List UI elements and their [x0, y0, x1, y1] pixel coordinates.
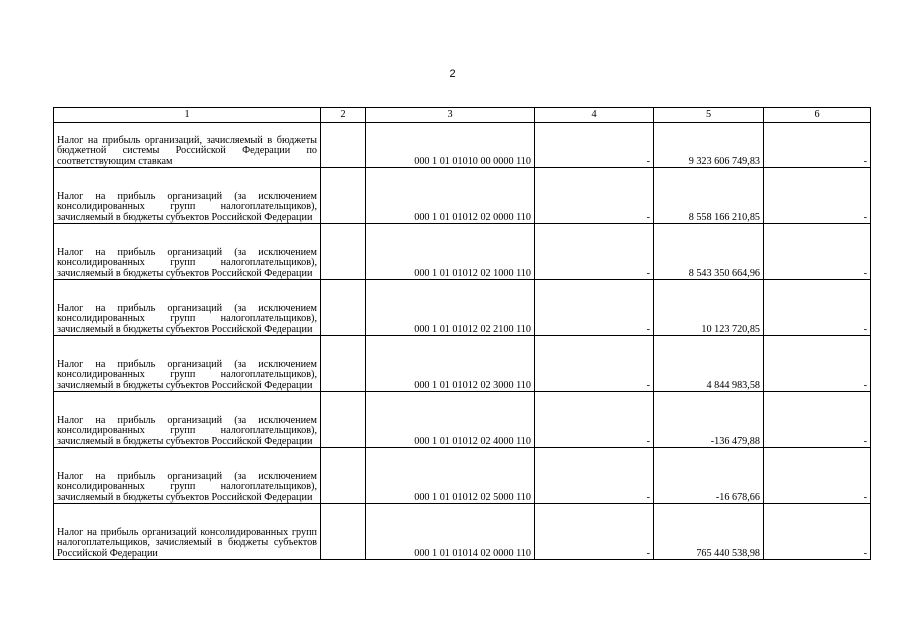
budget-table	[53, 107, 871, 560]
row-code: 000 1 01 01012 02 3000 110	[366, 336, 535, 392]
column-header-row	[54, 108, 871, 123]
row-code: 000 1 01 01012 02 1000 110	[366, 224, 535, 280]
row-code: 000 1 01 01012 02 5000 110	[366, 448, 535, 504]
row-col5: -16 678,66	[654, 448, 764, 504]
row-col5: 8 543 350 664,96	[654, 224, 764, 280]
table-row	[54, 123, 871, 168]
column-header-1: 1	[54, 108, 321, 123]
column-header-3: 3	[366, 108, 535, 123]
row-col6: -	[764, 448, 871, 504]
row-col6: -	[764, 123, 871, 168]
row-col5: 4 844 983,58	[654, 336, 764, 392]
row-col6: -	[764, 168, 871, 224]
row-name: Налог на прибыль организаций, зачисляемый в бюджеты бюджетной системы Российской Федерации по соответствующим ставкам	[54, 123, 321, 168]
table-row	[54, 392, 871, 448]
row-col4: -	[535, 224, 654, 280]
row-name: Налог на прибыль организаций (за исключением консолидированных групп налогоплательщиков), зачисляемый в бюджеты субъектов Российской Федерации	[54, 336, 321, 392]
row-col4: -	[535, 123, 654, 168]
row-col4: -	[535, 168, 654, 224]
row-col5: 8 558 166 210,85	[654, 168, 764, 224]
row-col2	[321, 448, 366, 504]
row-name: Налог на прибыль организаций (за исключением консолидированных групп налогоплательщиков), зачисляемый в бюджеты субъектов Российской Федерации	[54, 392, 321, 448]
row-col6: -	[764, 336, 871, 392]
row-code: 000 1 01 01012 02 2100 110	[366, 280, 535, 336]
row-name: Налог на прибыль организаций (за исключением консолидированных групп налогоплательщиков), зачисляемый в бюджеты субъектов Российской Федерации	[54, 280, 321, 336]
row-col2	[321, 168, 366, 224]
row-col6: -	[764, 280, 871, 336]
row-code: 000 1 01 01012 02 4000 110	[366, 392, 535, 448]
row-name: Налог на прибыль организаций консолидированных групп налогоплательщиков, зачисляемый в бюджеты субъектов Российской Федерации	[54, 504, 321, 560]
row-col2	[321, 224, 366, 280]
row-col5: 10 123 720,85	[654, 280, 764, 336]
row-col6: -	[764, 224, 871, 280]
row-name: Налог на прибыль организаций (за исключением консолидированных групп налогоплательщиков), зачисляемый в бюджеты субъектов Российской Федерации	[54, 448, 321, 504]
row-col4: -	[535, 336, 654, 392]
row-col2	[321, 123, 366, 168]
table-row	[54, 448, 871, 504]
row-col4: -	[535, 392, 654, 448]
column-header-4: 4	[535, 108, 654, 123]
row-code: 000 1 01 01014 02 0000 110	[366, 504, 535, 560]
column-header-6: 6	[764, 108, 871, 123]
row-col2	[321, 504, 366, 560]
column-header-2: 2	[321, 108, 366, 123]
page-number: 2	[449, 68, 456, 80]
row-col5: -136 479,88	[654, 392, 764, 448]
row-name: Налог на прибыль организаций (за исключением консолидированных групп налогоплательщиков), зачисляемый в бюджеты субъектов Российской Федерации	[54, 224, 321, 280]
row-col4: -	[535, 504, 654, 560]
table-row	[54, 336, 871, 392]
row-col2	[321, 392, 366, 448]
row-col6: -	[764, 392, 871, 448]
row-col5: 9 323 606 749,83	[654, 123, 764, 168]
table-row	[54, 224, 871, 280]
row-code: 000 1 01 01010 00 0000 110	[366, 123, 535, 168]
column-header-5: 5	[654, 108, 764, 123]
table-row	[54, 280, 871, 336]
table-row	[54, 168, 871, 224]
row-col4: -	[535, 448, 654, 504]
row-col6: -	[764, 504, 871, 560]
row-name: Налог на прибыль организаций (за исключением консолидированных групп налогоплательщиков), зачисляемый в бюджеты субъектов Российской Федерации	[54, 168, 321, 224]
row-col2	[321, 280, 366, 336]
row-col2	[321, 336, 366, 392]
row-code: 000 1 01 01012 02 0000 110	[366, 168, 535, 224]
row-col5: 765 440 538,98	[654, 504, 764, 560]
table-row	[54, 504, 871, 560]
row-col4: -	[535, 280, 654, 336]
